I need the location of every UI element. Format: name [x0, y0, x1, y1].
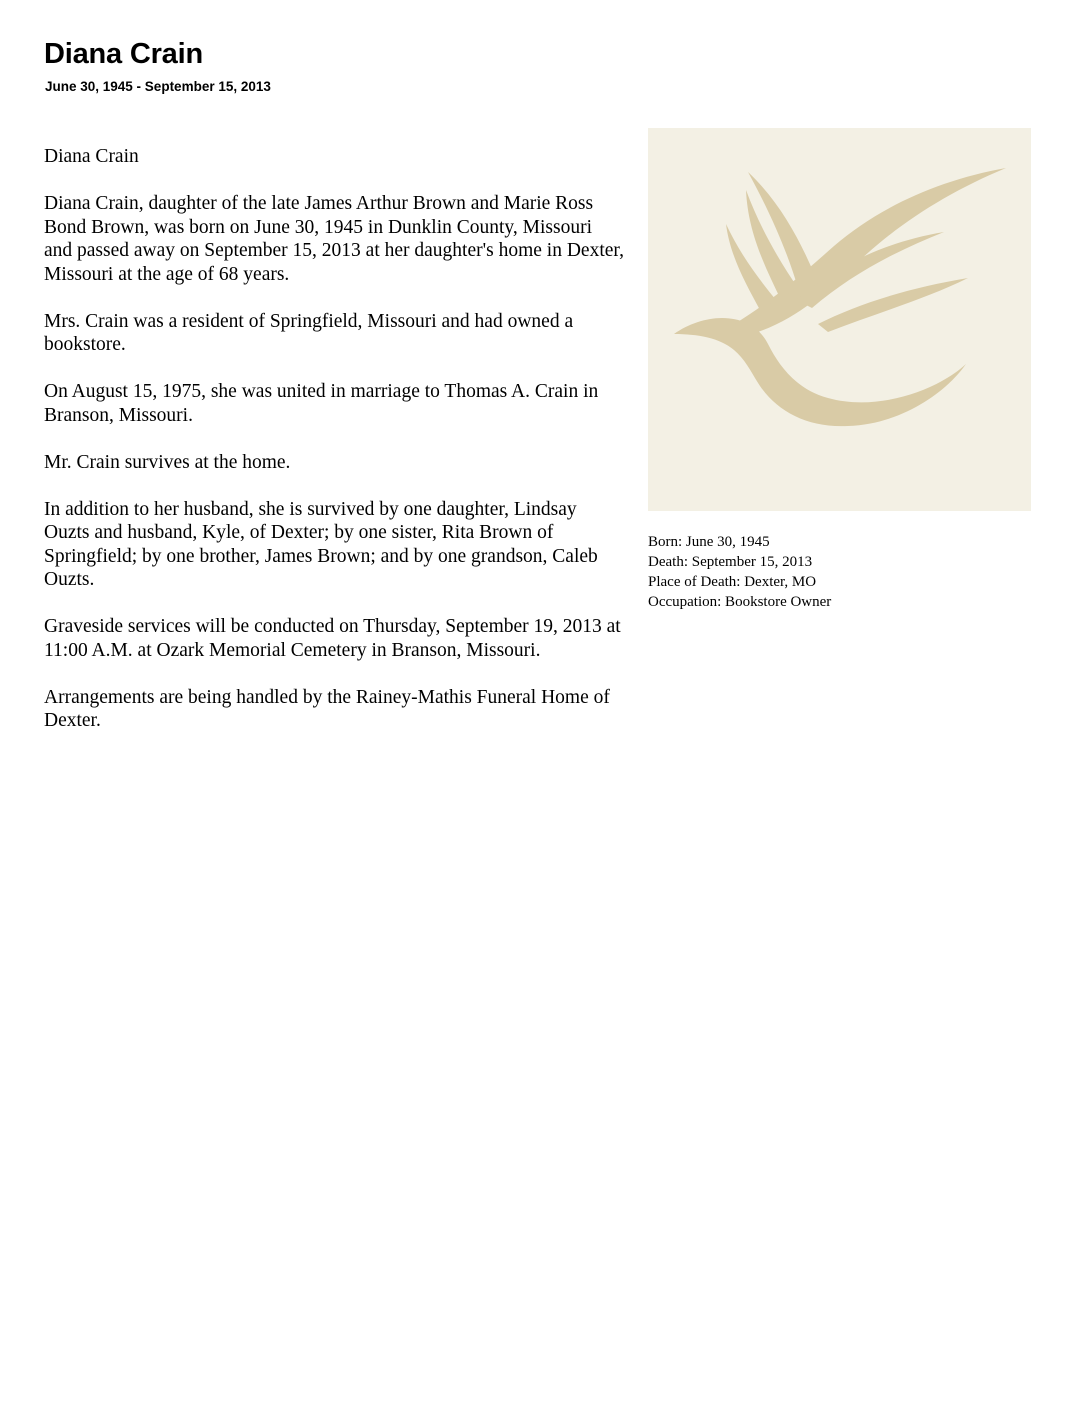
memorial-photo: [648, 128, 1031, 511]
obituary-paragraph: Mrs. Crain was a resident of Springfield, Missouri and had owned a bookstore.: [44, 310, 574, 355]
fact-occupation: Occupation: Bookstore Owner: [648, 594, 832, 610]
obituary-paragraph: Diana Crain: [44, 146, 139, 167]
obituary-paragraph: On August 15, 1975, she was united in marriage to Thomas A. Crain in Branson, Missouri.: [44, 381, 599, 426]
obituary-paragraph: Mr. Crain survives at the home.: [44, 451, 291, 473]
fact-death: Death: September 15, 2013: [648, 554, 813, 570]
obituary-text: [44, 145, 624, 756]
fact-born: Born: June 30, 1945: [648, 534, 770, 550]
obituary-paragraph: Diana Crain, daughter of the late James Arthur Brown and Marie Ross Bond Brown, was born on June 30, 1945 in Dunklin County, Missouri and passed away on September 15, 2013 at her daughter's home in Dexter, Missouri at the age of 68 years.: [44, 193, 624, 285]
life-dates: June 30, 1945 - September 15, 2013: [45, 79, 271, 94]
fact-list: [648, 532, 831, 612]
obituary-paragraph: In addition to her husband, she is survived by one daughter, Lindsay Ouzts and husband, Kyle, of Dexter; by one sister, Rita Brown of Springfield; by one brother, James Brown; and by one grandson, Caleb Ouzts.: [44, 498, 598, 590]
dove-icon: [648, 128, 1031, 511]
fact-place-of-death: Place of Death: Dexter, MO: [648, 574, 817, 590]
page-title: Diana Crain: [44, 38, 203, 70]
obituary-paragraph: Arrangements are being handled by the Rainey-Mathis Funeral Home of Dexter.: [44, 686, 610, 731]
obituary-paragraph: Graveside services will be conducted on Thursday, September 19, 2013 at 11:00 A.M. at Ozark Memorial Cemetery in Branson, Missouri.: [44, 616, 621, 661]
